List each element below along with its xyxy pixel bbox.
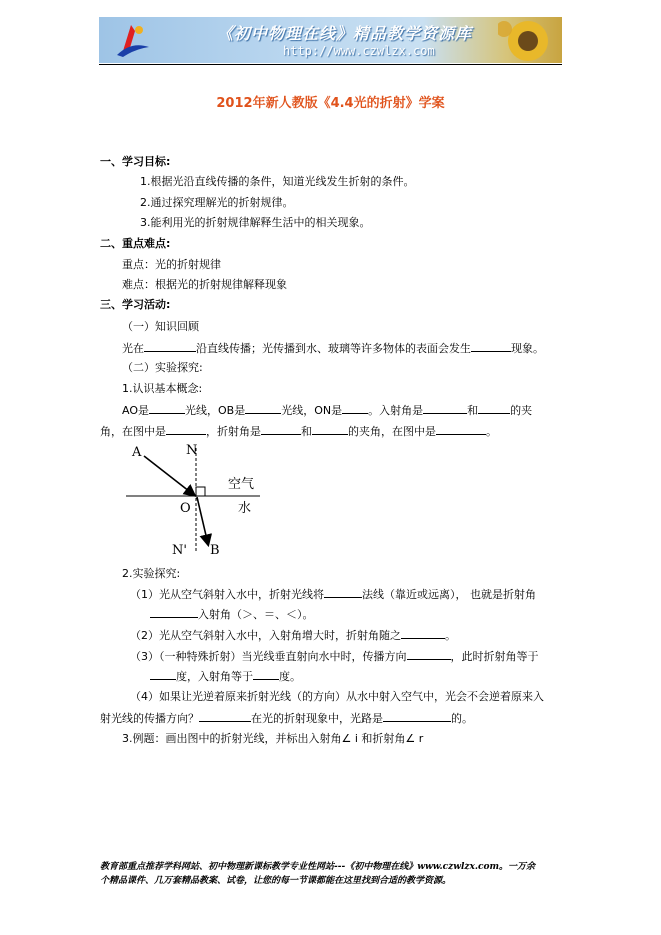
answer-blank[interactable] [324, 587, 362, 598]
label-water: 水 [238, 501, 252, 516]
label-a: A [132, 445, 142, 460]
answer-blank[interactable] [312, 424, 348, 435]
header-banner [99, 17, 562, 63]
review-heading: （一）知识回顾 [122, 320, 199, 333]
answer-blank[interactable] [401, 628, 445, 639]
review-line: 光在 沿直线传播；光传播到水、玻璃等许多物体的表面会发生 现象。 [122, 342, 544, 355]
explore-heading: （二）实验探究: [122, 361, 203, 374]
explore2-heading: 2.实验探究: [122, 567, 181, 580]
goal-item: 1.根据光沿直线传播的条件，知道光线发生折射的条件。 [140, 175, 415, 188]
answer-blank[interactable] [199, 711, 251, 722]
concept-line-2: 角，在图中是 ，折射角是 和 的夹角，在图中是 。 [100, 425, 497, 438]
answer-blank[interactable] [245, 403, 281, 414]
answer-blank[interactable] [436, 424, 486, 435]
incident-ray [144, 456, 194, 495]
answer-blank[interactable] [478, 403, 510, 414]
page-footer [100, 860, 565, 888]
answer-blank[interactable] [407, 649, 451, 660]
answer-blank[interactable] [383, 711, 451, 722]
header-rule [99, 64, 562, 65]
answer-blank[interactable] [149, 403, 185, 414]
refracted-ray [197, 497, 208, 544]
refraction-diagram [120, 440, 280, 560]
question-3-line-2: 度，入射角等于 度。 [150, 669, 301, 684]
banner-title: 《初中物理在线》精品教学资源库 [217, 24, 473, 43]
answer-blank[interactable] [342, 403, 368, 414]
concept-heading: 1.认识基本概念: [122, 382, 203, 395]
question-2: （2）光从空气斜射入水中，入射角增大时，折射角随之 。 [130, 629, 456, 642]
footer-line: 个精品课件、几万套精品教案、试卷，让您的每一节课都能在这里找到合适的教学资源。 [100, 876, 452, 886]
footer-line: 教育部重点推荐学科网站、初中物理新课标教学专业性网站---《初中物理在线》www.czwlzx.com。一万余 [100, 862, 536, 872]
question-4-line-1: （4）如果让光逆着原来折射光线（的方向）从水中射入空气中，光会不会逆着原来入 [130, 690, 544, 703]
answer-blank[interactable] [471, 341, 511, 352]
page-title: 2012年新人教版《4.4光的折射》学案 [216, 96, 445, 111]
key-point-focus: 重点：光的折射规律 [122, 258, 221, 271]
label-n: N [186, 443, 198, 458]
label-air: 空气 [228, 477, 255, 492]
right-angle-mark [196, 487, 205, 496]
key-point-difficulty: 难点：根据光的折射规律解释现象 [122, 278, 287, 291]
section-heading-activities: 三、学习活动: [100, 298, 171, 311]
question-1-line-2: 入射角（＞、＝、＜）。 [150, 607, 314, 622]
answer-blank[interactable] [423, 403, 467, 414]
banner-url[interactable]: http://www.czwlzx.com [283, 44, 435, 58]
sunflower-icon [498, 19, 558, 63]
label-b: B [210, 543, 220, 558]
label-n-prime: N' [172, 543, 187, 558]
question-3-line-1: （3）（一种特殊折射）当光线垂直射向水中时，传播方向 ，此时折射角等于 [130, 650, 539, 663]
goal-item: 3.能利用光的折射规律解释生活中的相关现象。 [140, 216, 371, 229]
answer-blank[interactable] [144, 341, 196, 352]
section-heading-key-points: 二、重点难点: [100, 237, 171, 250]
example-question: 3.例题：画出图中的折射光线，并标出入射角∠ i 和折射角∠ r [122, 732, 424, 745]
section-heading-goals: 一、学习目标: [100, 155, 171, 168]
question-4-line-2: 射光线的传播方向？ 在光的折射现象中，光路是 的。 [100, 712, 473, 725]
answer-blank[interactable] [166, 424, 206, 435]
answer-blank[interactable] [261, 424, 301, 435]
goal-item: 2.通过探究理解光的折射规律。 [140, 196, 294, 209]
answer-blank[interactable] [150, 607, 198, 618]
question-1-line-1: （1）光从空气斜射入水中，折射光线将 法线（靠近或远离）， 也就是折射角 [130, 588, 536, 601]
answer-blank[interactable] [150, 669, 176, 680]
concept-line-1: AO是 光线，OB是 光线，ON是 。入射角是 和 的夹 [122, 404, 533, 417]
label-o: O [180, 501, 191, 516]
answer-blank[interactable] [253, 669, 279, 680]
site-logo-icon [109, 21, 155, 59]
